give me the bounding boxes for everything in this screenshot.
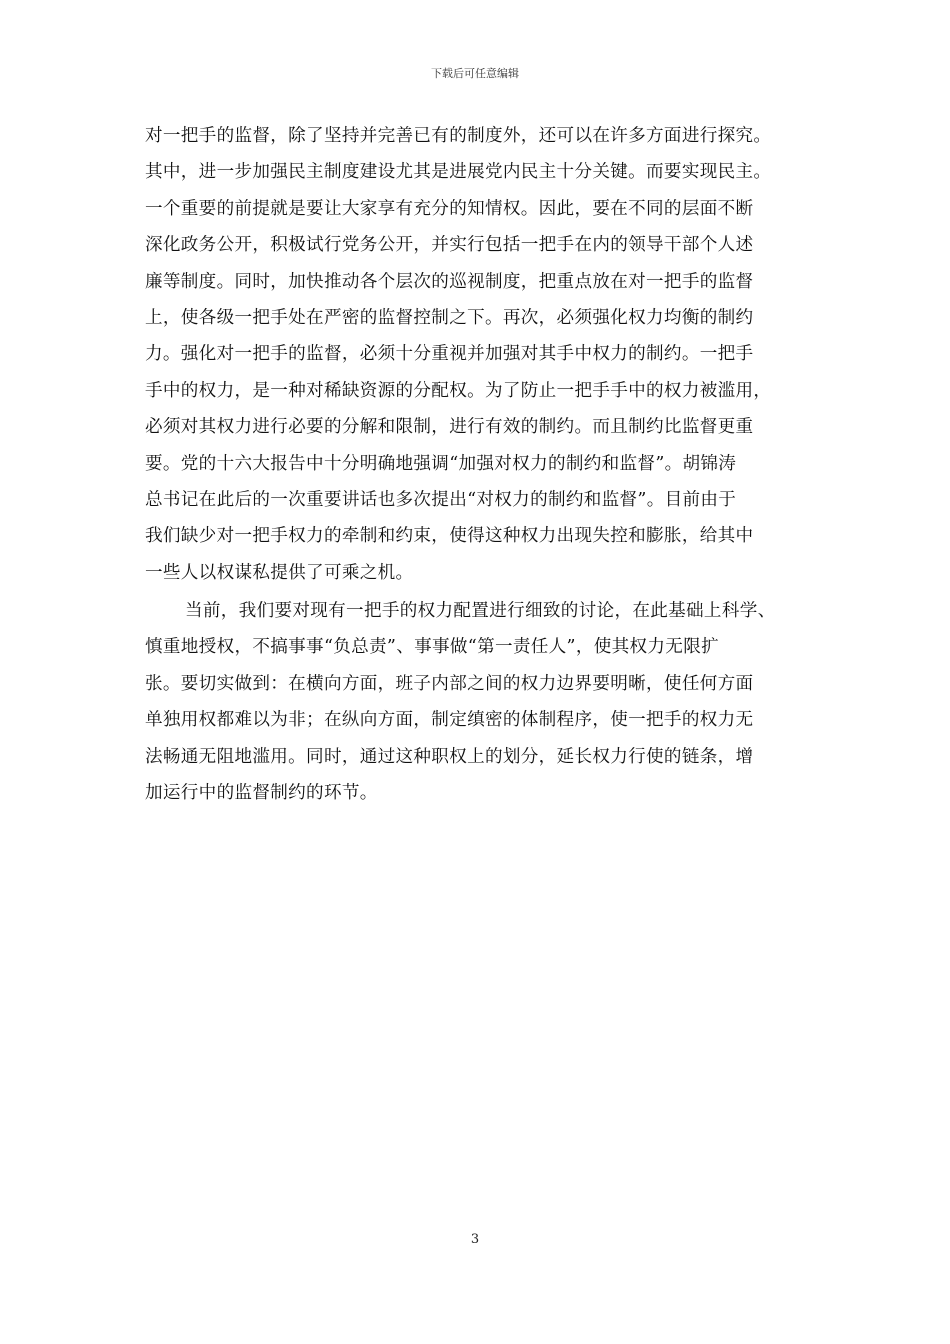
text-line: 慎重地授权，不搞事事“负总责”、事事做“第一责任人”，使其权力无限扩 [145,637,719,658]
text-line: 廉等制度。同时，加快推动各个层次的巡视制度，把重点放在对一把手的监督 [145,271,754,292]
text-line: 张。要切实做到：在横向方面，班子内部之间的权力边界要明晰，使任何方面 [145,673,754,694]
text-line: 总书记在此后的一次重要讲话也多次提出“对权力的制约和监督”。目前由于 [145,489,737,510]
paragraph-2 [145,593,810,811]
text-line: 单独用权都难以为非；在纵向方面，制定缜密的体制程序，使一把手的权力无 [145,710,754,731]
page-number: 3 [470,1232,480,1247]
text-line: 上，使各级一把手处在严密的监督控制之下。再次，必须强化权力均衡的制约 [145,307,754,328]
text-line: 力。强化对一把手的监督，必须十分重视并加强对其手中权力的制约。一把手 [145,344,754,365]
text-line: 一些人以权谋私提供了可乘之机。 [145,562,414,583]
page-header-note: 下载后可任意编辑 [431,67,519,80]
text-line: 深化政务公开，积极试行党务公开，并实行包括一把手在内的领导干部个人述 [145,235,754,256]
text-line: 我们缺少对一把手权力的牵制和约束，使得这种权力出现失控和膨胀，给其中 [145,526,754,547]
text-line: 加运行中的监督制约的环节。 [145,783,378,804]
text-line: 对一把手的监督，除了坚持并完善已有的制度外，还可以在许多方面进行探究。 [145,126,772,146]
text-line: 其中，进一步加强民主制度建设尤其是进展党内民主十分关键。而要实现民主。 [145,162,772,183]
text-line: 要。党的十六大报告中十分明确地强调“加强对权力的制约和监督”。胡锦涛 [145,453,737,474]
paragraph-1 [145,118,810,591]
text-line: 一个重要的前提就是要让大家享有充分的知情权。因此，要在不同的层面不断 [145,198,754,219]
document-body [145,118,810,811]
text-line: 法畅通无阻地滥用。同时，通过这种职权上的划分，延长权力行使的链条，增 [145,746,754,767]
text-line: 当前，我们要对现有一把手的权力配置进行细致的讨论，在此基础上科学、 [185,601,776,622]
text-line: 必须对其权力进行必要的分解和限制，进行有效的制约。而且制约比监督更重 [145,417,754,438]
text-line: 手中的权力，是一种对稀缺资源的分配权。为了防止一把手手中的权力被滥用， [145,380,772,401]
